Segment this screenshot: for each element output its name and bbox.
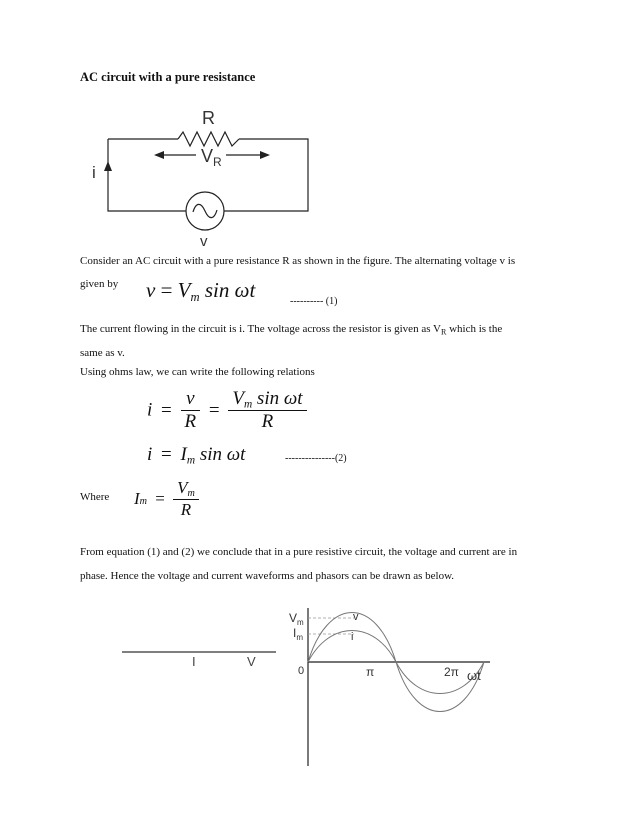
phasor-current-label: I bbox=[192, 654, 196, 669]
vm-label: $V_m$ bbox=[289, 611, 304, 627]
origin-label: 0 bbox=[298, 665, 305, 677]
paragraph-1-line-2: given by bbox=[80, 278, 119, 290]
resistor-zigzag bbox=[178, 132, 239, 146]
source-label: v bbox=[200, 233, 208, 250]
paragraph-1-line-1: Consider an AC circuit with a pure resistance R as shown in the figure. The alternating voltage v is bbox=[80, 255, 516, 267]
vr-arrow-left-icon bbox=[154, 151, 164, 159]
left-wire bbox=[108, 139, 186, 211]
phasor-diagram bbox=[118, 640, 288, 675]
resistor-label: R bbox=[202, 108, 215, 128]
paragraph-3: Using ohms law, we can write the following relations bbox=[80, 366, 315, 378]
equation-2-mark: ---------------(2) bbox=[285, 453, 347, 464]
v-curve-label: v bbox=[353, 611, 359, 623]
current-arrow-icon bbox=[104, 161, 112, 171]
equation-1-mark: ---------- (1) bbox=[290, 296, 338, 307]
equation-1: $v = V_m$ sin ωt bbox=[146, 278, 256, 304]
omega-t-label: ωt bbox=[467, 668, 481, 683]
paragraph-4-line-2: phase. Hence the voltage and current waveforms and phasors can be drawn as below. bbox=[80, 570, 455, 582]
equation-3: Im = $\frac{V_m}{R}$ bbox=[134, 478, 199, 520]
current-label: i bbox=[92, 163, 96, 182]
paragraph-4-line-1: From equation (1) and (2) we conclude that in a pure resistive circuit, the voltage and current are in bbox=[80, 546, 518, 558]
pi-label: π bbox=[366, 665, 375, 679]
waveform-diagram bbox=[280, 600, 495, 770]
im-label: $I_m$ bbox=[293, 626, 304, 642]
circuit-diagram bbox=[80, 105, 340, 250]
voltage-drop-label: $V_R$ bbox=[201, 146, 222, 169]
equation-2b: $i = I_m$ sin ωt bbox=[147, 444, 246, 467]
right-wire bbox=[224, 139, 308, 211]
vr-arrow-right-icon bbox=[260, 151, 270, 159]
paragraph-2-line-2: same as v. bbox=[80, 347, 125, 359]
where-label: Where bbox=[80, 491, 110, 503]
two-pi-label: 2π bbox=[444, 665, 459, 679]
i-curve-label: i bbox=[351, 631, 354, 643]
paragraph-2-line-1: The current flowing in the circuit is i. The voltage across the resistor is given as $V_R$ which is the bbox=[80, 323, 503, 337]
page-title: AC circuit with a pure resistance bbox=[80, 70, 256, 84]
equation-2a: i = $\frac{v}{R}$ = $\frac{V_m \sin \omega t}{R}$ bbox=[147, 388, 307, 433]
phasor-voltage-label: V bbox=[247, 654, 256, 669]
